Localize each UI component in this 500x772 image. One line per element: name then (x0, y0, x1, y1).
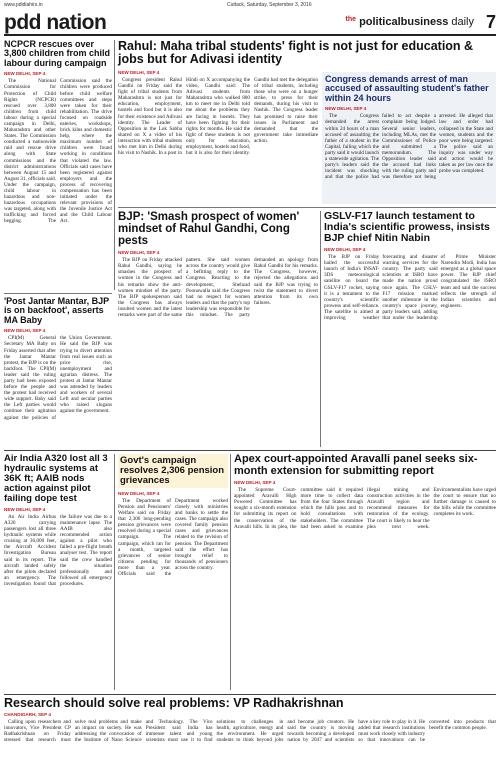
headline: GSLV-F17 launch testament to India's scientific prowess, insists BJP chief Nitin Nabin (324, 211, 490, 245)
body-text: The Congress demanded the arrest within 24 hours of a man accused of assaulting the father of a student in the Capital, failing which the party said it would launch a statewide agitation. The party's leaders said the incident was shocking and that the police had failed to act despite a complaint being lodged. Several senior leaders, including MLAs, met the Commissioner of Police and submitted a memorandum. The Opposition leader said the accused had links with the ruling party and was therefore not being arrested. He alleged that law and order had collapsed in the State and women, students and the poor were being targeted. The police said an inquiry was under way and action would be taken as per law once the probe was completed. (325, 113, 493, 181)
body-text: Calling upon researchers and innovators, Vice President CP Radhakrishnan on Friday stressed that research must solve real problems and make an impact on society. He was addressing the convocation of the Institute of Nano Science and Technology. The Vice President said India has immense talent and young scientists must use it to find solutions to challenges in health, agriculture, energy and the environment. He urged students to think beyond jobs and become job creators. He said the country is moving towards becoming a developed nation by 2047 and scientists have a key role to play in it. He added that research institutions must work closely with industry so that innovations can be converted into products that benefit the common people. (4, 719, 496, 744)
story-dateline: NEW DELHI, SEP 4 (118, 490, 160, 496)
story-body (324, 254, 496, 444)
headline: Govt's campaign resolves 2,306 pension grievances (118, 454, 228, 488)
headline: Rahul: Maha tribal students' fight is not just for education & jobs but for Adivasi identity (118, 39, 474, 67)
site-url: www.pdidiahirs.in (4, 2, 43, 8)
story-congress (322, 72, 496, 204)
story-ncpcr (4, 40, 112, 290)
body-text: The BJP on Friday attacked Rahul Gandhi, saying he smashes the prospect of women in the Congress and his remarks show the anti-women mindset of the party. The BJP spokesperson said the Congress has always insulted women and the latest remarks were part of the same pattern. She said women across the country would give a befitting reply to the Congress. Reacting to the development, Shehzad Poonawalla said the Congress had no respect for women leaders and that the party's top leadership was responsible for this mindset. The party demanded an apology from Rahul Gandhi for his remarks. The Congress, however, rejected the allegations and said the BJP was trying to twist the statement to divert attention from its own failures. (118, 257, 318, 319)
body-text: An Air India Airbus A320 carrying passengers lost all three hydraulic systems while cruising at 36,000 feet, the Aircraft Accident Investigation Bureau said in its report. The aircraft landed safely after the pilots declared an emergency. The investigation found that the failure was due to a maintenance lapse. The AAIB also recommended action against a pilot who failed a pre-flight breath analyser test. The report said the crew handled the situation professionally and followed all emergency procedures. (4, 513, 112, 587)
story-dateline: CHANDIGARH, SEP 4 (4, 712, 51, 718)
body-text: The Supreme Court-appointed Aravalli High Powered Committee has sought a six-month extension for submitting its report on the conservation of the Aravalli hills. In its plea, the committee said it required more time to collect data from the four States through which the hills pass and to hold consultations with stakeholders. The committee had been asked to examine illegal mining and construction activities in the Aravalli region and recommend measures for restoration of the ecology. The court is likely to hear the plea next week. Environmentalists have urged the court to ensure that no further damage is caused to the hills while the committee completes its work. (234, 487, 496, 530)
story-body (325, 113, 493, 199)
headline: NCPCR rescues over 3,800 children from child labour during campaign (4, 40, 111, 68)
body-text: Congress president Rahul Gandhi on Friday said the fight of tribal students from Maharashtra is not just for education, employment, hostels and food but it is also for their existence and Adivasi identity. The Leader of Opposition in the Lok Sabha shared on X a video of his interaction with tribal students who met him in Delhi during his visit to Nashik. In a post in Hindi on X accompanying the video, Gandhi said: The Adivasi students from Maharashtra who walked 800 km to meet me in Delhi told me about the problems they are facing in hostels. They have been fighting for their rights for months. He said the fight of these students is not only for education, employment, hostels and food, but it is also for their identity. Gandhi had met the delegation of tribal students, including those who were on a hunger strike, to press for their demands, during his visit to Nashik. The Congress leader has promised to raise their issues in Parliament and demanded that the government take immediate action. (118, 77, 318, 157)
headline: 'Post Jantar Mantar, BJP is on backfoot', asserts MA Baby (4, 297, 110, 325)
dateline: Cuttack, Saturday, September 3, 2016 (226, 2, 312, 8)
story-dateline: NEW DELHI, SEP 4 (4, 328, 46, 334)
brand-name: politicalbusiness (359, 16, 449, 28)
story-body (118, 498, 228, 688)
story-bjp (118, 211, 318, 447)
masthead (4, 10, 496, 36)
story-body (4, 78, 112, 224)
story-dateline: NEW DELHI, SEP 4 (324, 247, 366, 253)
story-dateline: NEW DELHI, SEP 4 (234, 480, 276, 486)
story-dateline: NEW DELHI, SEP 4 (4, 506, 46, 512)
top-line (4, 2, 496, 8)
story-rahul (118, 70, 318, 204)
story-air-india (4, 454, 112, 690)
story-apex (234, 454, 496, 690)
brand-suffix: daily (451, 16, 474, 28)
story-post-jantar (4, 297, 112, 447)
story-research (4, 697, 496, 769)
story-dateline: NEW DELHI, SEP 4 (325, 106, 367, 112)
story-gslv (324, 211, 496, 447)
page-number: 7 (485, 12, 496, 32)
body-text: The BJP on Friday hailed the successful launch of India's INSAT-3DS meteorological satellite on board the GSLV-F17 rocket, saying it is a testament to the country's scientific prowess and self-reliance. The satellite is aimed at improving weather forecasting and disaster warning services for the country. The party said scientists at ISRO have made the nation proud once again. The GSLV-F17 mission marked another milestone in the country's space journey, party leaders said, adding that under the leadership of Prime Minister Narendra Modi, India has emerged as a global space power. The BJP chief congratulated the ISRO team and said the success reflects the strength of Indian scientists and engineers. (324, 254, 496, 321)
brand-the: the (345, 16, 356, 23)
story-dateline: NEW DELHI, SEP 4 (4, 71, 46, 77)
headline: Apex court-appointed Aravalli panel seeks six-month extension for submitting report (234, 454, 478, 477)
story-body (118, 77, 318, 203)
body-text: The Department of Pension and Pensioners' Welfare said on Friday that 2,306 long-pending pension grievances were resolved during a special campaign. The campaign, which ran for a month, targeted grievances of senior citizens pending for more than a year. Officials said the Department worked closely with ministries and banks to settle the cases. The campaign also covered family pension cases and grievances related to the revision of pension. The Department said the effort has brought relief to thousands of pensioners across the country. (118, 497, 228, 578)
story-body (4, 719, 496, 767)
story-dateline: NEW DELHI, SEP 4 (118, 70, 160, 75)
headline: Congress demands arrest of man accused of assaulting student's father within 24 hours (325, 74, 489, 103)
story-body (4, 514, 112, 690)
headline: BJP: 'Smash prospect of women' mindset of Rahul Gandhi, Cong pests (118, 211, 300, 248)
story-body (234, 487, 496, 677)
story-body (4, 335, 112, 443)
headline: Research should solve real problems: VP Radhakrishnan (4, 697, 344, 710)
story-govt (118, 454, 228, 690)
section-logo-text: pdd nation (4, 11, 107, 34)
headline: Air India A320 lost all 3 hydraulic systems at 36K ft; AAIB nods action against pilot failing dope test (4, 454, 108, 504)
story-rahul-headline (118, 40, 496, 66)
body-text: CPI(M) General Secretary MA Baby on Friday asserted that after the Jantar Mantar protest, the BJP is on the backfoot. The CPI(M) leader said the ruling party had been exposed before the people and the protest had received wide support. Baby said the Left parties would continue their agitation against the policies of the Union Government. He said the BJP was trying to divert attention from real issues such as price rise, unemployment and agrarian distress. The protest at Jantar Mantar was attended by leaders and workers of several Left and secular parties who raised slogans against the government. (4, 335, 112, 421)
section-logo (4, 11, 106, 35)
brand-logo (346, 16, 475, 28)
story-dateline: NEW DELHI, SEP 4 (118, 250, 160, 256)
story-body (118, 257, 318, 447)
body-text: The National Commission for Protection of Child Rights (NCPCR) rescued over 3,800 children from child labour during a special campaign in Delhi, Maharashtra and other States. The Commission conducted a nationwide raid and rescue drive along with State commissions and the district administrations between August 15 and August 31, officials said. Under the campaign, child labour in hazardous and non-hazardous occupations was targeted, along with trafficking and forced begging. The Commission said the children were produced before child welfare committees and steps were taken for their rehabilitation. The drive focused on roadside eateries, workshops, brick kilns and domestic help, where the maximum number of children were found working in conditions that violated the law. Officials said cases have been registered against employers and the process of recovering compensation has been initiated under the relevant provisions of the Juvenile Justice Act and the Child Labour Act. (4, 78, 112, 225)
